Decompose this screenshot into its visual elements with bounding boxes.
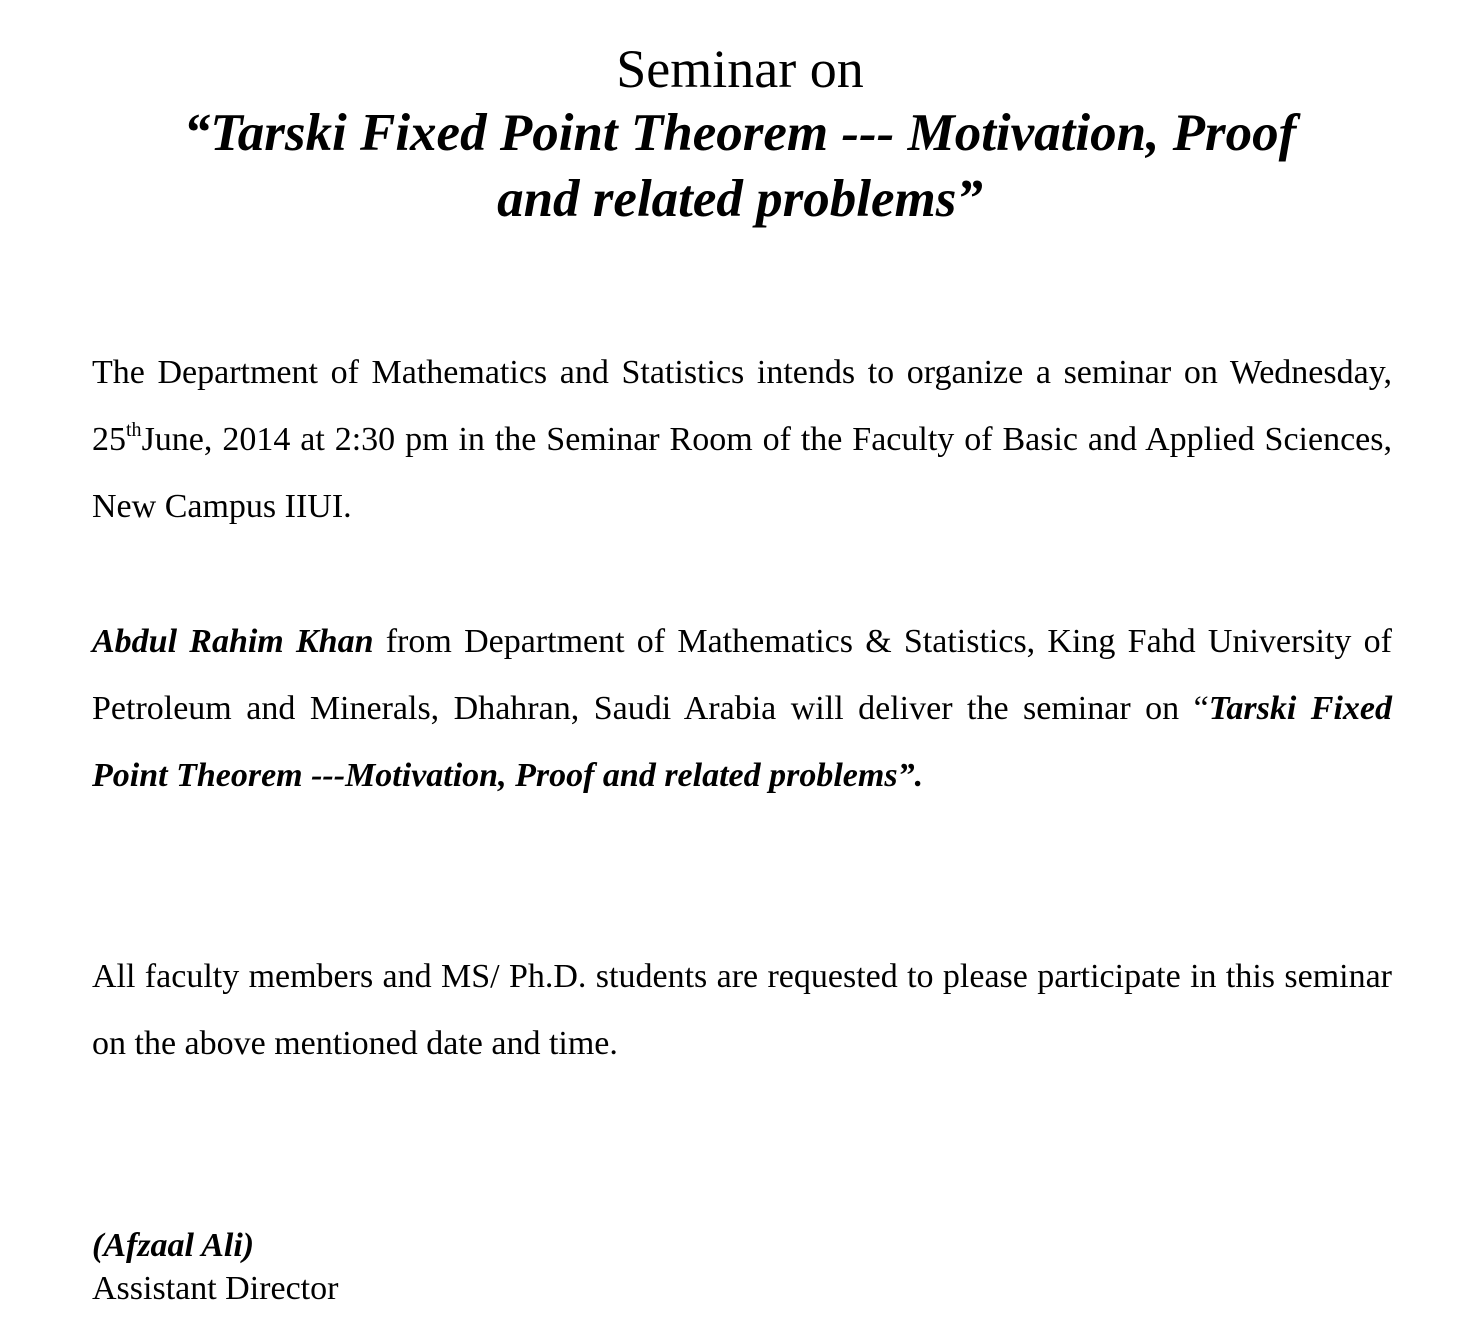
signature-block (92, 1224, 338, 1310)
announcement-paragraph (92, 339, 1392, 540)
announcement-text-1: The Department of Mathematics and Statistics intends to organize a seminar on Wednesday, 25 (92, 354, 1392, 458)
speaker-text: from Department of Mathematics & Statistics, King Fahd University of Petroleum and Minerals, Dhahran, Saudi Arabia will deliver the seminar on “ (92, 623, 1392, 727)
signatory-title: Assistant Director (92, 1270, 339, 1307)
date-suffix: th (126, 419, 142, 441)
seminar-heading (60, 38, 1420, 232)
speaker-name: Abdul Rahim Khan (92, 623, 374, 660)
signatory-name: (Afzaal Ali) (92, 1227, 255, 1264)
seminar-topic: Tarski Fixed Point Theorem ---Motivation, Proof and related problems”. (92, 690, 1392, 794)
heading-line-2: “Tarski Fixed Point Theorem --- Motivation, Proof (183, 104, 1297, 162)
speaker-paragraph (92, 608, 1392, 809)
invitation-paragraph: All faculty members and MS/ Ph.D. students are requested to please participate in this seminar on the above mentioned date and time. (92, 958, 1392, 1062)
heading-line-3: and related problems” (497, 170, 983, 228)
announcement-text-2: June, 2014 at 2:30 pm in the Seminar Room of the Faculty of Basic and Applied Sciences, New Campus IIUI. (92, 421, 1392, 525)
heading-line-1: Seminar on (616, 39, 864, 99)
